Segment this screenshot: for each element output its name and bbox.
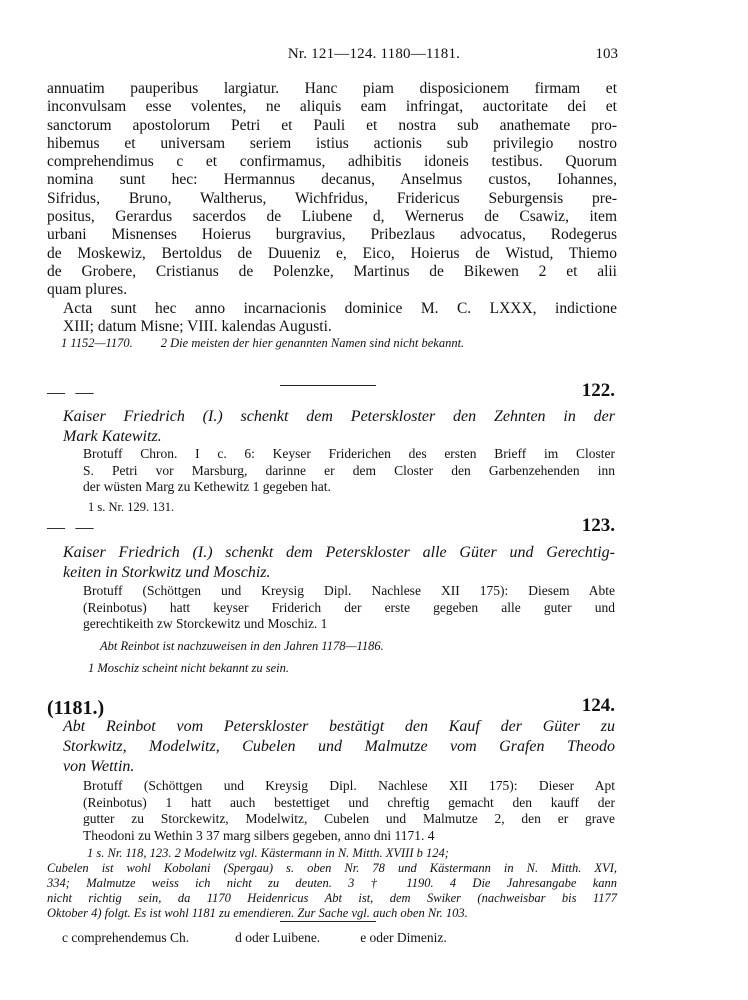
page-number: 103 bbox=[595, 46, 618, 62]
doc122-dash: — — bbox=[47, 382, 97, 402]
regest-line: keiten in Storkwitz und Moschiz. bbox=[63, 564, 271, 581]
source-line: der wüsten Marg zu Kethewitz 1 gegeben hat. bbox=[83, 479, 331, 494]
footnotes-121 bbox=[47, 336, 617, 351]
source-line: (Reinbotus) hatt keyser Friderich der erste gegeben alle guter und bbox=[83, 599, 615, 615]
regest-line: Storkwitz, Modelwitz, Cubelen und Malmutze vom Grafen Theodo bbox=[63, 738, 615, 755]
doc122-source bbox=[83, 446, 615, 496]
text-line: positus, Gerardus sacerdos de Liubene d, Wernerus de Csawiz, item bbox=[47, 208, 617, 226]
regest-line: Mark Katewitz. bbox=[63, 428, 162, 445]
regest-line: Kaiser Friedrich (I.) schenkt dem Peterskloster alle Güter und Gerechtig- bbox=[63, 544, 615, 561]
text-line: comprehendimus c et confirmamus, adhibitis idoneis testibus. Quorum bbox=[47, 153, 617, 171]
running-header bbox=[0, 46, 748, 70]
doc122-number: 122. bbox=[581, 380, 615, 401]
doc123-number: 123. bbox=[581, 515, 615, 536]
regest-line: Abt Reinbot vom Peterskloster bestätigt den Kauf der Güter zu bbox=[63, 718, 615, 735]
doc121-text bbox=[47, 80, 617, 351]
note-line: 334; Malmutze weiss ich nicht zu deuten. 3 † 1190. 4 Die Jahresangabe kann bbox=[47, 876, 617, 890]
source-line: gutter zu Storckewitz, Modelwitz, Cubelen und Malmutze 2, den er grave bbox=[83, 811, 615, 826]
regest-line: von Wettin. bbox=[63, 758, 135, 775]
variant-e: e oder Dimeniz. bbox=[360, 930, 447, 945]
doc122-note: 1 s. Nr. 129. 131. bbox=[88, 500, 175, 514]
text-line: annuatim pauperibus largiatur. Hanc piam disposicionem firmam et bbox=[47, 80, 617, 97]
footnote-2: 2 Die meisten der hier genannten Namen sind nicht bekannt. bbox=[160, 336, 465, 351]
doc123-regest bbox=[63, 543, 615, 583]
source-line: Theodoni zu Wethin 3 37 marg silbers gegeben, anno dni 1171. 4 bbox=[83, 827, 435, 843]
source-line: (Reinbotus) 1 hatt auch bestettiget und chreftig gemacht den kauff der bbox=[83, 794, 615, 810]
dating-line: XIII; datum Misne; VIII. kalendas Augusti. bbox=[63, 317, 332, 335]
note-line: 1 s. Nr. 118, 123. 2 Modelwitz vgl. Kästermann in N. Mitth. XVIII b 124; bbox=[87, 846, 449, 860]
text-variants bbox=[62, 930, 447, 946]
text-line: quam plures. bbox=[47, 281, 128, 299]
text-line: hibemus et universam seriem istius actionis sub privilegio nostro bbox=[47, 134, 617, 152]
separator-rule bbox=[280, 921, 376, 922]
text-line: de Moskewiz, Bertoldus de Duueniz e, Eico, Hoierus de Wistud, Thiemo bbox=[47, 244, 617, 262]
regest-line: Kaiser Friedrich (I.) schenkt dem Peterskloster den Zehnten in der bbox=[63, 408, 615, 425]
doc123-source bbox=[83, 583, 615, 633]
doc124-notes bbox=[47, 846, 617, 921]
variant-d: d oder Luibene. bbox=[235, 930, 321, 945]
doc124-regest bbox=[63, 717, 615, 777]
text-line: de Grobere, Cristianus de Polenzke, Martinus de Bikewen 2 et alii bbox=[47, 262, 617, 280]
note-line: Cubelen ist wohl Kobolani (Spergau) s. oben Nr. 78 und Kästermann in N. Mitth. XVI, bbox=[47, 861, 617, 875]
text-line: nomina sunt hec: Hermannus decanus, Anselmus custos, Iohannes, bbox=[47, 171, 617, 189]
source-line: Brotuff Chron. I c. 6: Keyser Friderichen des ersten Brieff im Closter bbox=[83, 446, 615, 461]
text-line: Sifridus, Bruno, Waltherus, Wichfridus, Fridericus Seburgensis pre- bbox=[47, 189, 617, 207]
note-line: nicht richtig sein, da 1170 Heidenricus Abt ist, dem Swiker (nachweisbar bis 1177 bbox=[47, 891, 617, 905]
dating-line: Acta sunt hec anno incarnacionis dominice M. C. LXXX, indictione bbox=[63, 299, 617, 317]
doc124-number: 124. bbox=[581, 695, 615, 716]
running-title: Nr. 121—124. 1180—1181. bbox=[287, 46, 461, 62]
note-line: Oktober 4) folgt. Es ist wohl 1181 zu emendieren. Zur Sache vgl. auch oben Nr. 103. bbox=[47, 906, 468, 920]
doc123-remark: Abt Reinbot ist nachzuweisen in den Jahren 1178—1186. bbox=[100, 639, 384, 653]
text-line: inconvulsam esse volentes, ne aliquis eam infringat, auctoritate dei et bbox=[47, 98, 617, 116]
source-line: gerechtikeith zw Storckewitz und Moschiz. 1 bbox=[83, 616, 328, 631]
doc123-note: 1 Moschiz scheint nicht bekannt zu sein. bbox=[88, 661, 290, 675]
separator-rule bbox=[280, 385, 376, 386]
doc122-regest bbox=[63, 407, 615, 447]
source-line: S. Petri vor Marsburg, darinne er dem Closter den Garbenzehenden inn bbox=[83, 462, 615, 478]
text-line: sanctorum apostolorum Petri et Pauli et nostra sub anathemate pro- bbox=[47, 116, 617, 134]
variant-c: c comprehendemus Ch. bbox=[62, 930, 190, 945]
doc123-dash: — — bbox=[47, 517, 97, 537]
source-line: Brotuff (Schöttgen und Kreysig Dipl. Nachlese XII 175): Dieser Apt bbox=[83, 778, 615, 793]
footnote-1: 1 1152—1170. bbox=[61, 336, 133, 351]
doc124-year: (1181.) bbox=[47, 697, 105, 719]
text-line: urbani Misnenses Hoierus burgravius, Pribezlaus advocatus, Rodegerus bbox=[47, 226, 617, 244]
doc124-source bbox=[83, 778, 615, 844]
source-line: Brotuff (Schöttgen und Kreysig Dipl. Nachlese XII 175): Diesem Abte bbox=[83, 583, 615, 598]
